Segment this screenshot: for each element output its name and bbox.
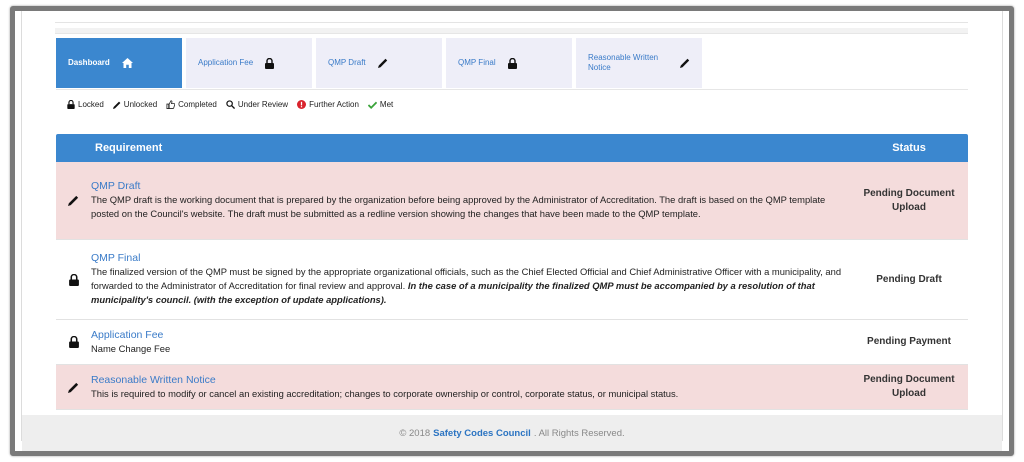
tab-reasonable-written-notice[interactable] (576, 38, 702, 88)
screenshot-frame (10, 6, 1014, 456)
requirement-description (91, 265, 844, 307)
tabs-divider (56, 89, 968, 90)
legend-under-review (226, 100, 288, 109)
requirement-cell (91, 369, 850, 406)
requirement-description: This is required to modify or cancel an existing accreditation; changes to corporate ownership or control, corporate status, or municipal status. (91, 387, 679, 399)
legend-met (368, 100, 393, 109)
pencil-icon (56, 382, 91, 393)
legend-label: Locked (78, 100, 104, 109)
footer-copyright: © 2018 (399, 427, 431, 439)
lock-icon (56, 336, 91, 348)
lock-icon (56, 274, 91, 286)
tab-qmp-final[interactable] (446, 38, 572, 88)
tab-label: Dashboard (68, 58, 110, 67)
requirement-cell (91, 324, 850, 361)
lock-icon (508, 58, 517, 69)
legend-label: Unlocked (123, 100, 158, 109)
requirement-description: Name Change Fee (91, 342, 171, 354)
tab-label: QMP Final (458, 58, 496, 67)
requirement-title-link[interactable]: Application Fee (91, 328, 164, 341)
legend-label: Met (379, 100, 394, 109)
search-icon (226, 100, 235, 109)
tab-application-fee[interactable] (186, 38, 312, 88)
status-cell: Pending Document Upload (863, 374, 955, 399)
table-row (56, 320, 968, 365)
pencil-icon (680, 58, 690, 68)
pencil-icon (113, 101, 121, 109)
requirement-title-link[interactable]: Reasonable Written Notice (91, 373, 216, 386)
status-legend (67, 100, 402, 109)
requirement-title-link[interactable]: QMP Final (91, 252, 141, 264)
table-row (56, 240, 968, 320)
status-cell: Pending Payment (867, 336, 951, 347)
requirement-title-link[interactable]: QMP Draft (91, 180, 141, 192)
tab-label: QMP Draft (328, 58, 366, 67)
header-status: Status (892, 142, 926, 154)
requirements-table (56, 134, 968, 410)
legend-unlocked (113, 100, 157, 109)
pencil-icon (378, 58, 388, 68)
footer-rights: . All Rights Reserved. (533, 427, 625, 439)
requirement-description: The QMP draft is the working document that is prepared by the organization before being approved by the Administrator of Accreditation. The draft is based on the QMP template posted on the Council's website. The draft must be submitted as a redline version showing the changes that have been made to the QMP template. (91, 194, 826, 219)
legend-locked (67, 100, 104, 109)
description-emphasis: In the case of a municipality the finalized QMP must be accompanied by a resolution of that municipality's council. (with the exception of update applications). (91, 280, 815, 305)
table-row (56, 365, 968, 410)
lock-icon (67, 100, 75, 109)
page-footer (22, 415, 1002, 451)
progress-tabs (56, 38, 706, 88)
top-divider (55, 28, 968, 34)
tab-label: Application Fee (198, 58, 254, 67)
tab-qmp-draft[interactable] (316, 38, 442, 88)
thumbs-up-icon (166, 100, 175, 109)
table-row (56, 162, 968, 240)
table-header (56, 134, 968, 162)
pencil-icon (56, 195, 91, 206)
home-icon (122, 58, 133, 68)
tab-dashboard[interactable] (56, 38, 182, 88)
requirement-cell (91, 175, 850, 226)
footer-council-link[interactable]: Safety Codes Council (433, 427, 531, 439)
description-text: The finalized version of the QMP must be signed by the appropriate organizational officials, such as the Chief Elected Official and Chief Administrative Officer with a municipality, and forwarded to the Administrator of Accreditation for final review and approval. (91, 266, 842, 291)
legend-label: Under Review (237, 100, 289, 109)
legend-label: Further Action (309, 100, 359, 109)
lock-icon (265, 58, 274, 69)
check-icon (368, 101, 377, 109)
legend-further-action (297, 100, 359, 109)
legend-completed (166, 100, 217, 109)
requirement-cell (91, 247, 850, 312)
status-cell: Pending Document Upload (863, 187, 955, 213)
tab-label: Reasonable Written Notice (588, 53, 659, 72)
status-cell: Pending Draft (876, 273, 942, 285)
legend-label: Completed (178, 100, 217, 109)
header-requirement: Requirement (95, 142, 163, 154)
exclamation-circle-icon (297, 100, 306, 109)
top-strip (55, 11, 968, 23)
